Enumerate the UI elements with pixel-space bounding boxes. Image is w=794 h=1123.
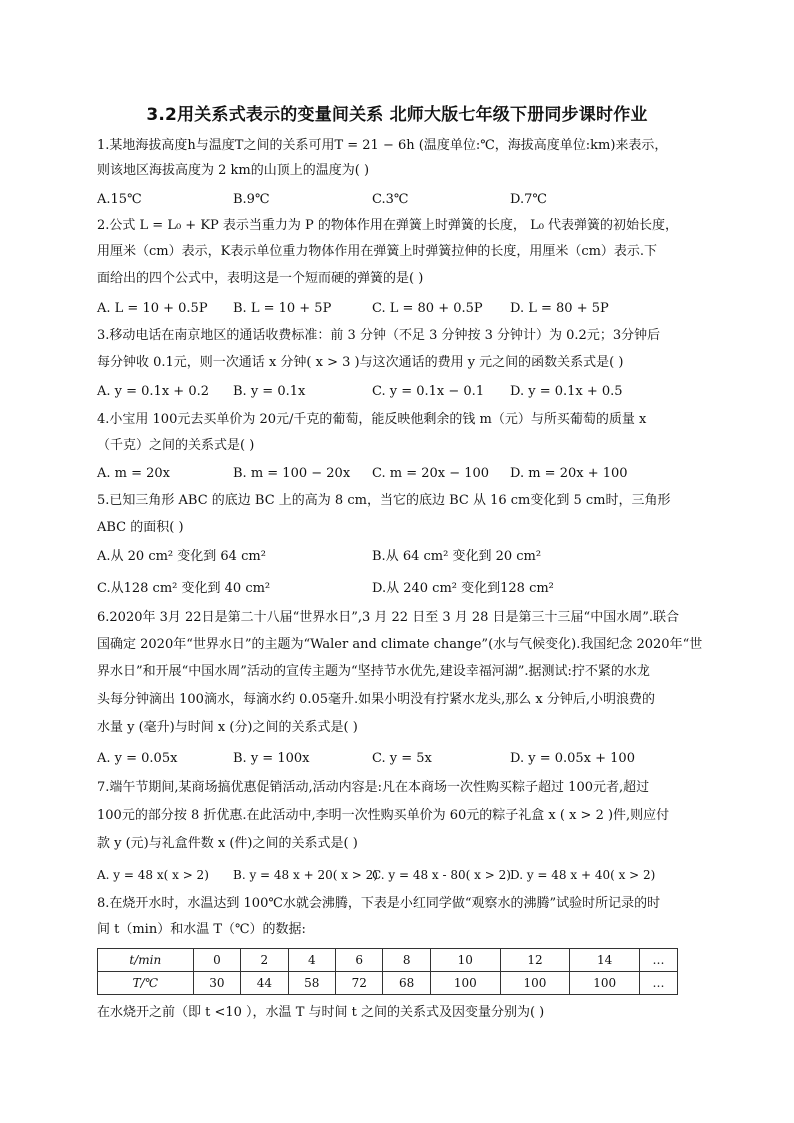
q2-option-a: A. L = 10 + 0.5P [97,301,208,316]
table-cell: t/min [98,949,194,972]
table-cell: 12 [500,949,570,972]
q2-option-d: D. L = 80 + 5P [510,301,609,316]
table-cell: 4 [288,949,335,972]
q7-option-d: D. y = 48 x + 40( x > 2) [510,868,656,882]
q4-line-2: （千克）之间的关系式是( ) [97,438,255,453]
table-row [98,972,678,995]
q2-line-2: 用厘米（cm）表示，K表示单位重力物体作用在弹簧上时弹簧拉伸的长度，用厘米（cm）表示.下 [97,244,658,259]
q6-line-1: 6.2020年 3月 22日是第二十八届“世界水日”,3 月 22 日至 3 月 28 日是第三十三届“中国水周”.联合 [97,610,679,625]
q8-line-1: 8.在烧开水时，水温达到 100℃水就会沸腾，下表是小红同学做“观察水的沸腾”试验时所记录的时 [97,896,661,911]
q5-option-d: D.从 240 cm² 变化到128 cm² [372,581,554,596]
q1-option-c: C.3℃ [372,192,409,207]
q7-line-2: 100元的部分按 8 折优惠.在此活动中,李明一次性购买单价为 60元的粽子礼盒 x ( x > 2 )件,则应付 [97,808,670,823]
q8-after-line: 在水烧开之前（即 t <10 ），水温 T 与时间 t 之间的关系式及因变量分别为( ) [97,1005,545,1020]
table-cell: T/℃ [98,972,194,995]
table-cell: 100 [570,972,640,995]
table-cell: 8 [383,949,430,972]
q6-option-a: A. y = 0.05x [97,751,178,766]
q7-option-b: B. y = 48 x + 20( x > 2) [233,868,378,882]
q3-line-1: 3.移动电话在南京地区的通话收费标准：前 3 分钟（不足 3 分钟按 3 分钟计）为 0.2元；3分钟后 [97,328,661,343]
table-cell: 10 [430,949,500,972]
q4-option-d: D. m = 20x + 100 [510,466,628,481]
q7-line-3: 款 y (元)与礼盒件数 x (件)之间的关系式是( ) [97,836,358,851]
table-cell: … [639,972,677,995]
q2-line-3: 面给出的四个公式中，表明这是一个短而硬的弹簧的是( ) [97,271,424,286]
q6-option-c: C. y = 5x [372,751,432,766]
q5-option-a: A.从 20 cm² 变化到 64 cm² [97,549,266,564]
q2-option-b: B. L = 10 + 5P [233,301,332,316]
q3-line-2: 每分钟收 0.1元，则一次通话 x 分钟( x > 3 )与这次通话的费用 y 元之间的函数关系式是( ) [97,355,624,370]
table-cell: 68 [383,972,430,995]
q2-line-1: 2.公式 L = L₀ + KP 表示当重力为 P 的物体作用在弹簧上时弹簧的长度， L₀ 代表弹簧的初始长度， [97,218,679,233]
table-cell: 14 [570,949,640,972]
q1-option-d: D.7℃ [510,192,547,207]
q5-line-1: 5.已知三角形 ABC 的底边 BC 上的高为 8 cm，当它的底边 BC 从 16 cm变化到 5 cm时，三角形 [97,493,671,508]
table-cell: 44 [241,972,288,995]
q3-option-b: B. y = 0.1x [233,384,306,399]
table-cell: 100 [500,972,570,995]
page-title: 3.2用关系式表示的变量间关系 北师大版七年级下册同步课时作业 [146,105,648,125]
q5-option-c: C.从128 cm² 变化到 40 cm² [97,581,271,596]
q6-line-3: 界水日”和开展“中国水周”活动的宣传主题为“坚持节水优先,建设幸福河湖”.据测试:拧不紧的水龙 [97,664,650,679]
table-cell: 100 [430,972,500,995]
q8-line-2: 间 t（min）和水温 T（℃）的数据: [97,922,306,937]
q5-option-b: B.从 64 cm² 变化到 20 cm² [372,549,542,564]
q4-option-b: B. m = 100 − 20x [233,466,351,481]
q5-line-2: ABC 的面积( ) [97,520,184,535]
q3-option-a: A. y = 0.1x + 0.2 [97,384,209,399]
q7-line-1: 7.端午节期间,某商场搞优惠促销活动,活动内容是:凡在本商场一次性购买粽子超过 100元者,超过 [97,780,650,795]
table-cell: 58 [288,972,335,995]
q3-option-c: C. y = 0.1x − 0.1 [372,384,485,399]
q2-option-c: C. L = 80 + 0.5P [372,301,483,316]
q1-option-a: A.15℃ [97,192,142,207]
table-cell: … [639,949,677,972]
q3-option-d: D. y = 0.1x + 0.5 [510,384,623,399]
q4-line-1: 4.小宝用 100元去买单价为 20元/千克的葡萄，能反映他剩余的钱 m（元）与所买葡萄的质量 x [97,412,647,427]
table-row [98,949,678,972]
table-cell: 6 [336,949,383,972]
q7-option-a: A. y = 48 x( x > 2) [97,868,209,882]
q7-option-c: C. y = 48 x - 80( x > 2) [372,868,511,882]
q6-line-2: 国确定 2020年“世界水日”的主题为“Waler and climate change”(水与气候变化).我国纪念 2020年“世 [97,637,703,652]
q6-line-5: 水量 y (毫升)与时间 x (分)之间的关系式是( ) [97,720,358,735]
q1-option-b: B.9℃ [233,192,270,207]
q1-line-1: 1.某地海拔高度h与温度T之间的关系可用T = 21 − 6h (温度单位:℃，海拔高度单位:km)来表示， [97,138,668,153]
table-cell: 0 [193,949,240,972]
table-cell: 2 [241,949,288,972]
data-table [97,948,678,995]
table-cell: 72 [336,972,383,995]
q6-option-d: D. y = 0.05x + 100 [510,751,635,766]
q4-option-a: A. m = 20x [97,466,171,481]
q6-line-4: 头每分钟滴出 100滴水，每滴水约 0.05毫升.如果小明没有拧紧水龙头,那么 x 分钟后,小明浪费的 [97,692,656,707]
q4-option-c: C. m = 20x − 100 [372,466,490,481]
q6-option-b: B. y = 100x [233,751,310,766]
table-cell: 30 [193,972,240,995]
q1-line-2: 则该地区海拔高度为 2 km的山顶上的温度为( ) [97,163,370,178]
